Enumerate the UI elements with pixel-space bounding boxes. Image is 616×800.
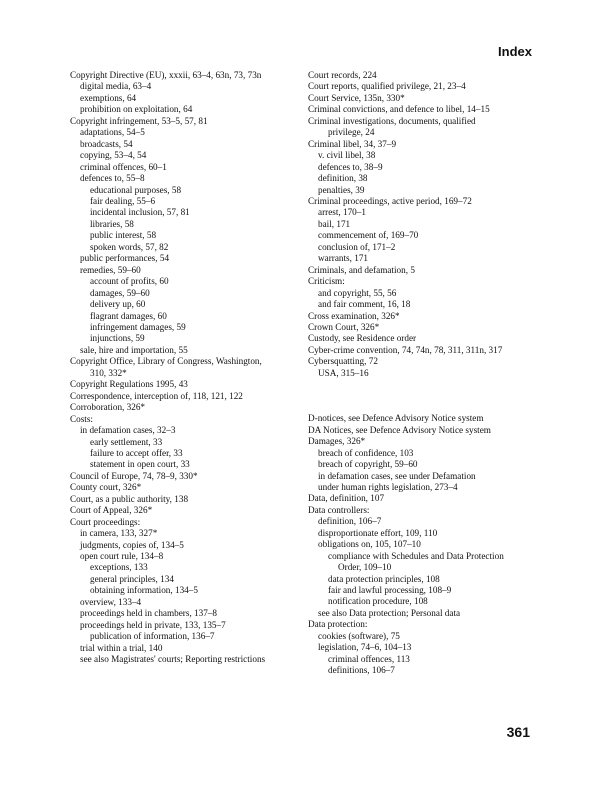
index-column-right bbox=[308, 70, 544, 677]
index-entry: Court proceedings: bbox=[70, 516, 141, 527]
index-entry: public performances, 54 bbox=[80, 253, 170, 264]
index-entry: disproportionate effort, 109, 110 bbox=[318, 527, 438, 538]
index-entry: Corroboration, 326* bbox=[70, 402, 146, 413]
index-entry: DA Notices, see Defence Advisory Notice system bbox=[308, 424, 491, 435]
index-entry: obligations on, 105, 107–10 bbox=[318, 539, 421, 550]
index-entry: Criminal investigations, documents, qualified bbox=[308, 115, 476, 126]
index-entry: fair and lawful processing, 108–9 bbox=[328, 585, 452, 596]
index-entry: Cross examination, 326* bbox=[308, 310, 400, 321]
index-entry: exemptions, 64 bbox=[80, 92, 137, 103]
index-entry: damages, 59–60 bbox=[90, 287, 150, 298]
index-entry: and copyright, 55, 56 bbox=[318, 287, 397, 298]
index-entry: Court Service, 135n, 330* bbox=[308, 92, 405, 103]
index-entry: overview, 133–4 bbox=[80, 596, 142, 607]
index-entry: criminal offences, 60–1 bbox=[80, 161, 167, 172]
index-entry: libraries, 58 bbox=[90, 218, 134, 229]
index-entry: arrest, 170–1 bbox=[318, 207, 366, 218]
index-entry: infringement damages, 59 bbox=[90, 321, 186, 332]
index-entry: Council of Europe, 74, 78–9, 330* bbox=[70, 470, 198, 481]
index-entry: spoken words, 57, 82 bbox=[90, 241, 169, 252]
index-entry: digital media, 63–4 bbox=[80, 81, 152, 92]
index-entry: County court, 326* bbox=[70, 482, 142, 493]
index-entry: Court of Appeal, 326* bbox=[70, 505, 153, 516]
index-entry: compliance with Schedules and Data Protection bbox=[328, 550, 504, 561]
index-entry: remedies, 59–60 bbox=[80, 264, 141, 275]
index-entry: in defamation cases, 32–3 bbox=[80, 425, 176, 436]
index-entry: 310, 332* bbox=[90, 367, 127, 378]
index-entry: copying, 53–4, 54 bbox=[80, 150, 147, 161]
index-entry: Correspondence, interception of, 118, 121, 122 bbox=[70, 390, 243, 401]
index-entry: notification procedure, 108 bbox=[328, 596, 428, 607]
index-column-left bbox=[70, 70, 300, 666]
index-entry: Cyber-crime convention, 74, 74n, 78, 311, 311n, 317 bbox=[308, 344, 503, 355]
index-entry: Copyright Office, Library of Congress, Washington, bbox=[70, 356, 262, 367]
index-entry: early settlement, 33 bbox=[90, 436, 163, 447]
index-entry: and fair comment, 16, 18 bbox=[318, 299, 411, 310]
index-entry: criminal offences, 113 bbox=[328, 653, 410, 664]
index-entry: in defamation cases, see under Defamation bbox=[318, 470, 476, 481]
index-entry: proceedings held in chambers, 137–8 bbox=[80, 608, 218, 619]
index-entry: bail, 171 bbox=[318, 218, 351, 229]
index-entry: definition, 106–7 bbox=[318, 516, 382, 527]
page-header-title: Index bbox=[498, 44, 532, 59]
index-entry: legislation, 74–6, 104–13 bbox=[318, 642, 412, 653]
index-entry: obtaining information, 134–5 bbox=[90, 585, 198, 596]
index-entry: failure to accept offer, 33 bbox=[90, 447, 183, 458]
index-entry: warrants, 171 bbox=[318, 253, 369, 264]
index-entry: general principles, 134 bbox=[90, 573, 174, 584]
index-entry: Damages, 326* bbox=[308, 436, 366, 447]
index-entry: open court rule, 134–8 bbox=[80, 551, 164, 562]
index-entry: Criminal convictions, and defence to libel, 14–15 bbox=[308, 104, 490, 115]
index-entry: flagrant damages, 60 bbox=[90, 310, 167, 321]
index-entry: proceedings held in private, 133, 135–7 bbox=[80, 619, 226, 630]
index-entry: publication of information, 136–7 bbox=[90, 631, 215, 642]
index-entry: privilege, 24 bbox=[328, 127, 375, 138]
index-entry: Court, as a public authority, 138 bbox=[70, 493, 189, 504]
index-entry: breach of copyright, 59–60 bbox=[318, 459, 418, 470]
index-entry: Custody, see Residence order bbox=[308, 333, 417, 344]
index-entry: account of profits, 60 bbox=[90, 276, 169, 287]
index-entry: definitions, 106–7 bbox=[328, 665, 395, 676]
section-gap bbox=[308, 379, 544, 413]
index-entry: Criticism: bbox=[308, 276, 345, 287]
index-entry: D-notices, see Defence Advisory Notice system bbox=[308, 413, 484, 424]
index-entry: Data protection: bbox=[308, 619, 368, 630]
index-entry: Copyright infringement, 53–5, 57, 81 bbox=[70, 115, 208, 126]
index-entry: breach of confidence, 103 bbox=[318, 447, 414, 458]
index-entry: Cybersquatting, 72 bbox=[308, 356, 378, 367]
index-entry: see also Data protection; Personal data bbox=[318, 607, 461, 618]
index-entry: Copyright Regulations 1995, 43 bbox=[70, 379, 188, 390]
index-entry: USA, 315–16 bbox=[318, 367, 369, 378]
index-entry: Court records, 224 bbox=[308, 70, 377, 80]
index-entry: defences to, 55–8 bbox=[80, 173, 145, 184]
index-entry: prohibition on exploitation, 64 bbox=[80, 104, 193, 115]
index-entry: v. civil libel, 38 bbox=[318, 150, 376, 161]
index-entry: broadcasts, 54 bbox=[80, 138, 133, 149]
index-entry: Copyright Directive (EU), xxxii, 63–4, 63n, 73, 73n bbox=[70, 70, 262, 80]
index-entry: judgments, copies of, 134–5 bbox=[80, 539, 184, 550]
index-entry: commencement of, 169–70 bbox=[318, 230, 419, 241]
index-entry: fair dealing, 55–6 bbox=[90, 195, 156, 206]
index-entry: definition, 38 bbox=[318, 173, 368, 184]
index-entry: Order, 109–10 bbox=[338, 562, 392, 573]
index-entry: Data controllers: bbox=[308, 504, 370, 515]
index-entry: injunctions, 59 bbox=[90, 333, 145, 344]
index-entry: Data, definition, 107 bbox=[308, 493, 385, 504]
index-entry: under human rights legislation, 273–4 bbox=[318, 481, 458, 492]
index-entry: public interest, 58 bbox=[90, 230, 157, 241]
index-entry: Criminal libel, 34, 37–9 bbox=[308, 138, 397, 149]
index-entry: educational purposes, 58 bbox=[90, 184, 182, 195]
index-entry: conclusion of, 171–2 bbox=[318, 241, 396, 252]
index-entry: penalties, 39 bbox=[318, 184, 365, 195]
page-number: 361 bbox=[506, 724, 530, 740]
index-entry: delivery up, 60 bbox=[90, 299, 146, 310]
index-entry: incidental inclusion, 57, 81 bbox=[90, 207, 190, 218]
index-entry: Criminals, and defamation, 5 bbox=[308, 264, 415, 275]
index-entry: defences to, 38–9 bbox=[318, 161, 383, 172]
index-entry: cookies (software), 75 bbox=[318, 630, 400, 641]
index-entry: Court reports, qualified privilege, 21, 23–4 bbox=[308, 81, 466, 92]
index-entry: in camera, 133, 327* bbox=[80, 528, 158, 539]
index-entry: Crown Court, 326* bbox=[308, 321, 380, 332]
index-entry: exceptions, 133 bbox=[90, 562, 148, 573]
index-entry: sale, hire and importation, 55 bbox=[80, 344, 188, 355]
index-entry: Criminal proceedings, active period, 169–72 bbox=[308, 195, 472, 206]
index-entry: data protection principles, 108 bbox=[328, 573, 440, 584]
index-entry: Costs: bbox=[70, 413, 93, 424]
index-entry: adaptations, 54–5 bbox=[80, 127, 145, 138]
index-entry: see also Magistrates' courts; Reporting restrictions bbox=[80, 654, 266, 665]
index-entry: trial within a trial, 140 bbox=[80, 642, 163, 653]
index-entry: statement in open court, 33 bbox=[90, 459, 190, 470]
